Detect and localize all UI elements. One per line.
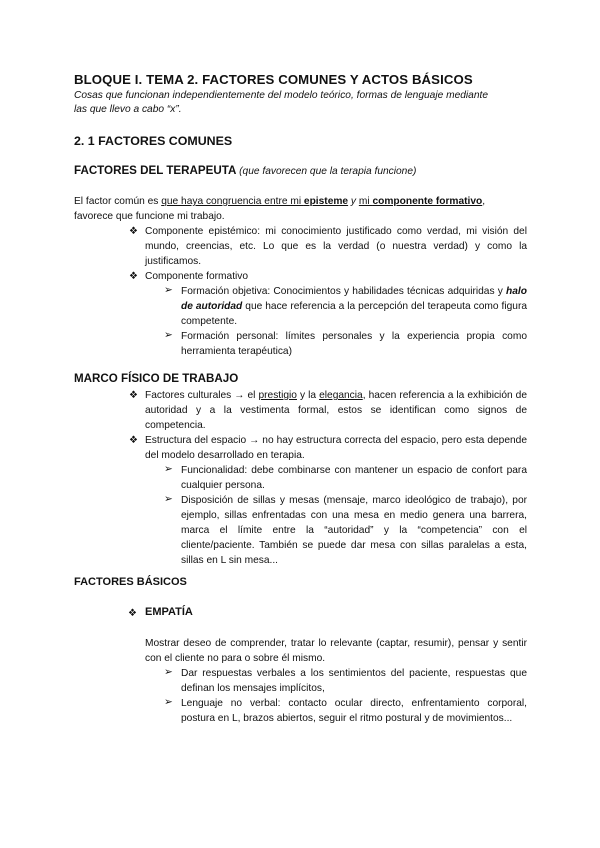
factores-culturales	[145, 388, 527, 433]
empatia-label: EMPATÍA	[145, 606, 193, 618]
section-heading: 2. 1 FACTORES COMUNES	[74, 134, 233, 148]
intro-connector: y	[348, 196, 359, 207]
arrow-bullet-icon: ➢	[164, 493, 173, 505]
diamond-bullet-icon: ❖	[129, 226, 138, 237]
arrow-bullet-icon: ➢	[164, 666, 173, 678]
diamond-bullet-icon: ❖	[129, 271, 138, 282]
subtitle-line-2: las que llevo a cabo “x”.	[74, 104, 182, 115]
componente-epistemico: Componente epistémico: mi conocimiento justificado como verdad, mi visión del mundo, creencias, etc. Lo que es la verdad (o nuestra verdad) y como la justificamos.	[145, 226, 527, 267]
marco-heading: MARCO FÍSICO DE TRABAJO	[74, 372, 239, 385]
document-title: BLOQUE I. TEMA 2. FACTORES COMUNES Y ACTOS BÁSICOS	[74, 72, 473, 87]
empatia-paragraph: Mostrar deseo de comprender, tratar lo relevante (captar, resumir), pensar y sentir con el cliente no para o sobre él mismo.	[145, 638, 527, 664]
intro-componente-formativo: componente formativo	[372, 196, 483, 207]
terapeuta-intro-line-1	[74, 194, 485, 209]
arrow-bullet-icon: ➢	[164, 696, 173, 708]
diamond-bullet-icon: ❖	[129, 390, 138, 401]
intro-underlined: que haya congruencia entre mi	[161, 196, 304, 207]
connector: y la	[296, 390, 320, 401]
terapeuta-intro-line-2: favorece que funcione mi trabajo.	[74, 211, 225, 222]
terapeuta-heading-note: (que favorecen que la terapia funcione)	[239, 166, 417, 177]
funcionalidad: Funcionalidad: debe combinarse con mantener un espacio de confort para cualquier persona.	[181, 465, 527, 491]
formacion-objetiva-rest: que hace referencia a la percepción del terapeuta como figura competente.	[181, 301, 527, 327]
intro-episteme: episteme	[303, 196, 349, 207]
componente-formativo: Componente formativo	[145, 271, 249, 282]
disposicion-sillas-mesas: Disposición de sillas y mesas (mensaje, marco ideológico de trabajo), por ejemplo, sillas enfrentadas con una mesa en medio genera una barrera, marca el límite entre la “autoridad” y la “competencia” con el cliente/paciente. También se puede dar mesa con sillas paralelas a esta, sillas en L sin mesa...	[181, 495, 527, 566]
formacion-objetiva	[181, 284, 527, 329]
diamond-bullet-icon: ❖	[129, 435, 138, 446]
estructura-del-espacio: Estructura del espacio → no hay estructura correcta del espacio, pero esta depende del modelo desarrollado en terapia.	[145, 435, 527, 461]
formacion-objetiva-text: Formación objetiva: Conocimientos y habilidades técnicas adquiridas y	[181, 286, 507, 297]
arrow-bullet-icon: ➢	[164, 463, 173, 475]
factores-culturales-text: Factores culturales → el	[145, 390, 259, 401]
prestigio: prestigio	[258, 390, 297, 401]
diamond-bullet-icon: ❖	[128, 608, 137, 619]
terapeuta-heading	[74, 164, 416, 177]
lenguaje-no-verbal: Lenguaje no verbal: contacto ocular directo, enfrentamiento corporal, postura en L, brazos abiertos, seguir el ritmo postural y de movimientos...	[181, 698, 527, 724]
halo-de-autoridad: halo de autoridad	[181, 286, 527, 312]
respuestas-verbales: Dar respuestas verbales a los sentimientos del paciente, respuestas que definan los mensajes implícitos,	[181, 668, 527, 694]
elegancia: elegancia	[319, 390, 363, 401]
subtitle-line-1: Cosas que funcionan independientemente del modelo teórico, formas de lenguaje mediante	[74, 90, 489, 101]
terapeuta-heading-text: FACTORES DEL TERAPEUTA	[74, 164, 236, 177]
arrow-bullet-icon: ➢	[164, 284, 173, 296]
intro-part: El factor común es	[74, 196, 162, 207]
arrow-bullet-icon: ➢	[164, 329, 173, 341]
intro-comma: ,	[482, 196, 486, 207]
formacion-personal: Formación personal: límites personales y la experiencia propia como herramienta terapéutica)	[181, 331, 527, 357]
basicos-heading: FACTORES BÁSICOS	[74, 576, 187, 588]
factores-culturales-rest: , hacen referencia a la exhibición de autoridad y a la vestimenta formal, estos se identifican como signos de competencia.	[145, 390, 528, 431]
intro-mi: mi	[358, 196, 373, 207]
